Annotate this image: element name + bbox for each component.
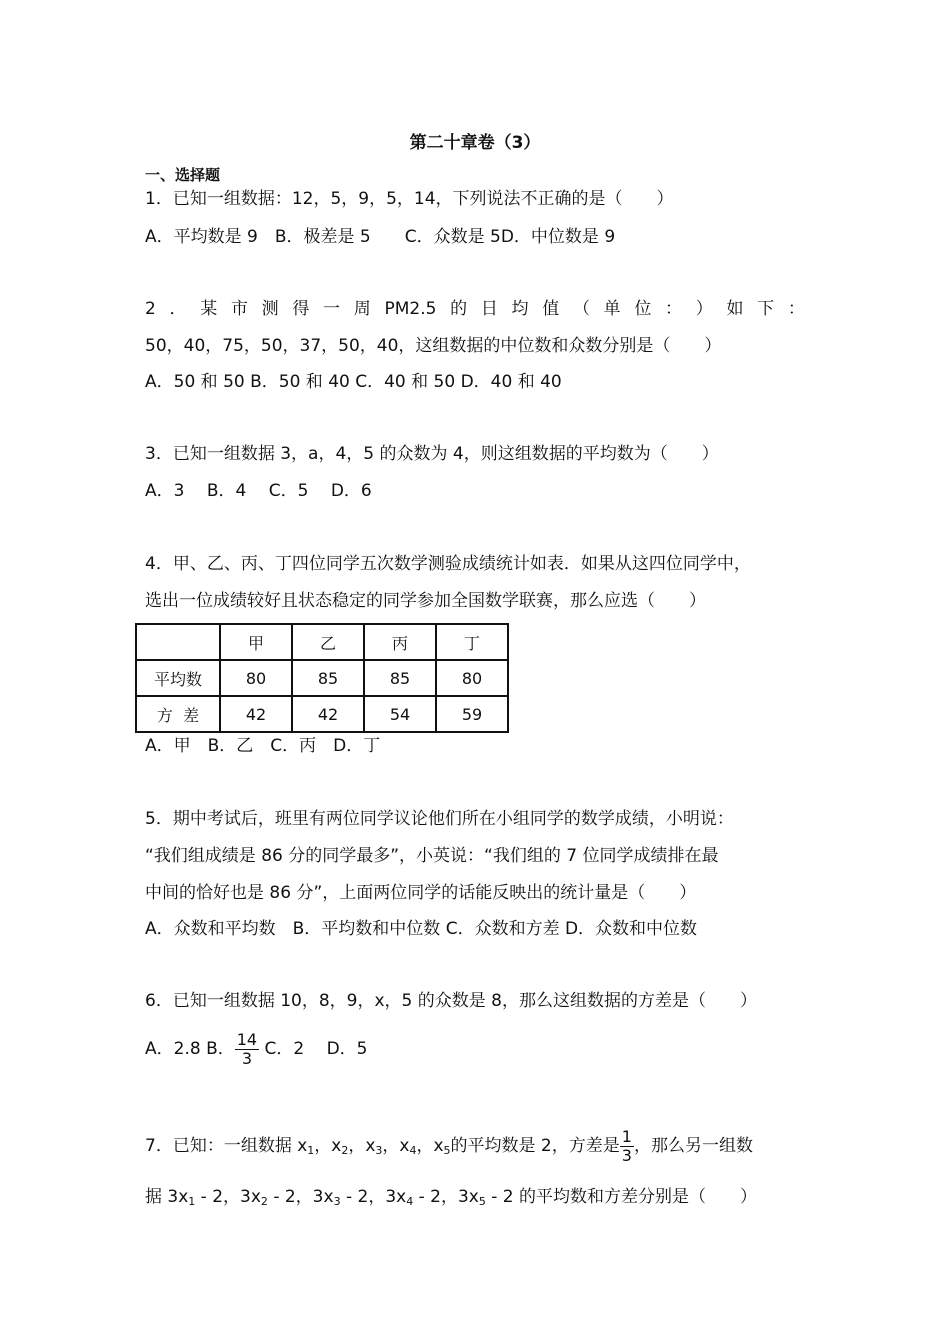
section-heading: 一、选择题 (145, 166, 221, 184)
q5-stem-line2: “我们组成绩是 86 分的同学最多”，小英说：“我们组的 7 位同学成绩排在最 (145, 846, 719, 866)
table-cell: 甲 (220, 624, 292, 660)
table-cell: 85 (364, 660, 436, 696)
q5-stem-line1: 5．期中考试后，班里有两位同学议论他们所在小组同学的数学成绩，小明说： (145, 809, 734, 829)
q1-options: A．平均数是 9 B．极差是 5 C．众数是 5D．中位数是 9 (145, 227, 616, 247)
table-cell: 平均数 (136, 660, 220, 696)
q6-options (145, 1030, 368, 1068)
fraction-14-3: $\frac{14}{3}$ (236, 1029, 258, 1068)
table-cell: 54 (364, 696, 436, 732)
table-row (136, 660, 508, 696)
q4-stem-line2: 选出一位成绩较好且状态稳定的同学参加全国数学联赛，那么应选（ ） (145, 591, 706, 611)
q6-stem: 6．已知一组数据 10，8，9，x，5 的众数是 8，那么这组数据的方差是（ ） (145, 991, 757, 1011)
table-cell: 方 差 (136, 696, 220, 732)
fraction-1-3: $\frac{1}{3}$ (621, 1126, 632, 1165)
q3-stem: 3．已知一组数据 3，a，4，5 的众数为 4，则这组数据的平均数为（ ） (145, 444, 719, 464)
q7-stem-line1: 7．已知：一组数据 $x_1$，$x_2$，$x_3$，$x_4$，$x_5$的平均数是 2，方差是 $\frac{1}{3}$ ，那么另一组数 (145, 1126, 753, 1165)
table-cell: 80 (436, 660, 508, 696)
table-cell: 42 (220, 696, 292, 732)
q2-stem-line2: 50，40，75，50，37，50，40，这组数据的中位数和众数分别是（ ） (145, 336, 722, 356)
table-cell: 80 (220, 660, 292, 696)
table-cell: 85 (292, 660, 364, 696)
score-table (135, 623, 509, 733)
q4-options: A．甲 B．乙 C．丙 D．丁 (145, 736, 381, 756)
table-row (136, 696, 508, 732)
table-cell: 丁 (436, 624, 508, 660)
page-title: 第二十章卷（3） (409, 133, 541, 153)
q1-stem: 1．已知一组数据：12，5，9，5，14，下列说法不正确的是（ ） (145, 189, 674, 209)
q2-stem-line1: 2 ． 某 市 测 得 一 周 PM2.5 的 日 均 值 （ 单 位 ： ） 如 下 ： (145, 299, 805, 319)
q3-options: A．3 B．4 C．5 D．6 (145, 481, 372, 501)
table-cell: 59 (436, 696, 508, 732)
table-cell (136, 624, 220, 660)
q6-option-a: A．2.8 B． (145, 1039, 235, 1059)
q5-stem-line3: 中间的恰好也是 86 分”，上面两位同学的话能反映出的统计量是（ ） (145, 883, 697, 903)
table-row (136, 624, 508, 660)
q5-options: A．众数和平均数 B．平均数和中位数 C．众数和方差 D．众数和中位数 (145, 919, 698, 939)
q6-option-rest: C．2 D．5 (259, 1039, 368, 1059)
table-cell: 丙 (364, 624, 436, 660)
q2-options: A．50 和 50 B．50 和 40 C．40 和 50 D．40 和 40 (145, 372, 562, 392)
table-cell: 乙 (292, 624, 364, 660)
table-cell: 42 (292, 696, 364, 732)
q7-stem-line2: 据 $3x_1 - 2$，$3x_2 - 2$，$3x_3 - 2$，$3x_4 - 2$，$3x_5 - 2$ 的平均数和方差分别是（ ） (145, 1187, 758, 1208)
q4-stem-line1: 4．甲、乙、丙、丁四位同学五次数学测验成绩统计如表．如果从这四位同学中， (145, 554, 751, 574)
